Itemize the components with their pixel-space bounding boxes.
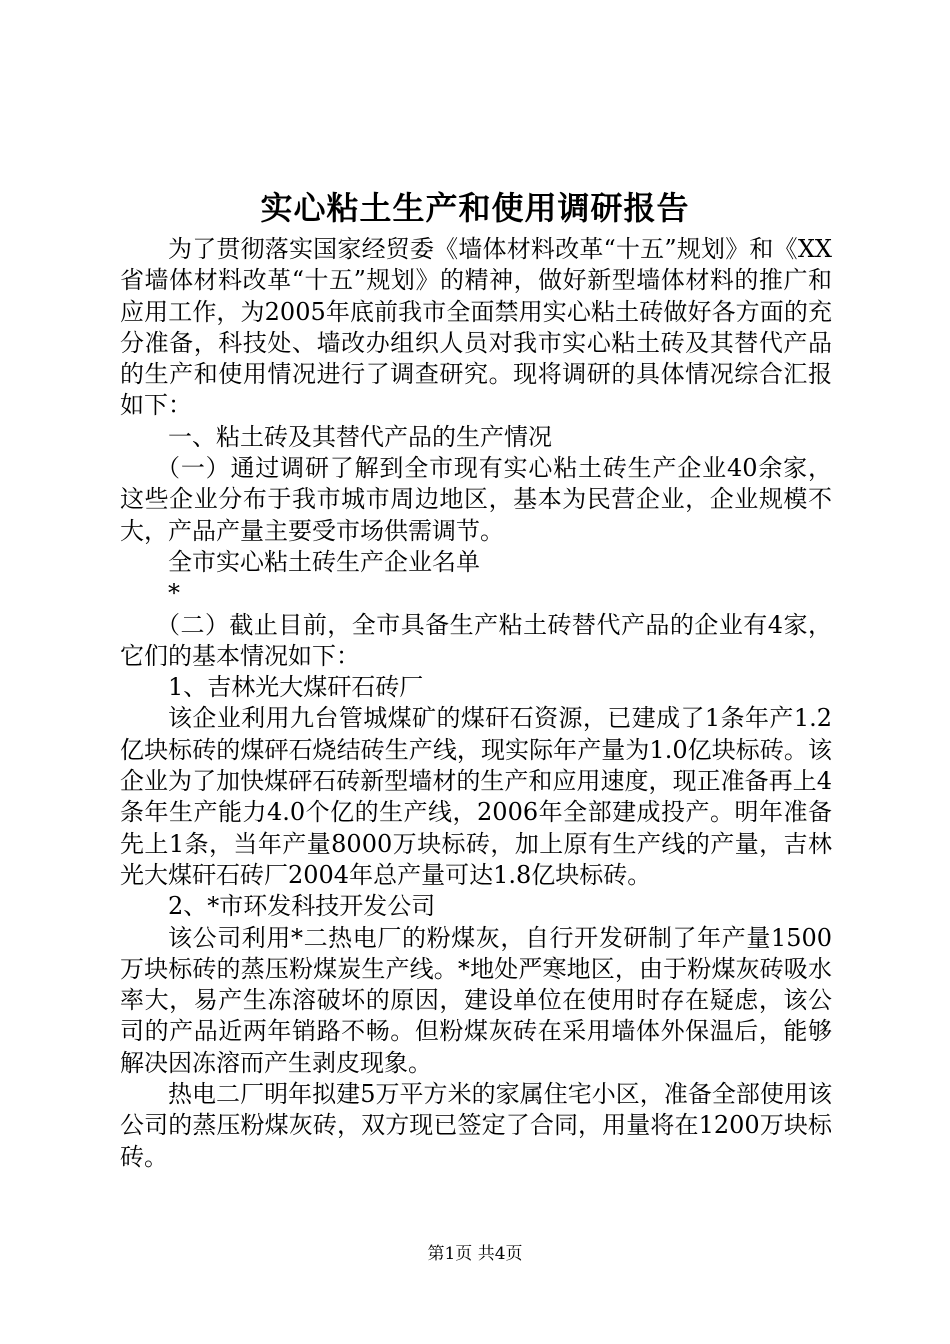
paragraph-item-1: 该企业利用九台管城煤矿的煤矸石资源，已建成了1条年产1.2亿块标砖的煤砰石烧结砖生产线，现实际年产量为1.0亿块标砖。该企业为了加快煤砰石砖新型墙材的生产和应用速度，现正准备再上4条年生产能力4.0个亿的生产线，2006年全部建成投产。明年准备先上1条，当年产量8000万块标砖，加上原有生产线的产量，吉林光大煤矸石砖厂2004年总产量可达1.8亿块标砖。 — [120, 704, 832, 889]
placeholder-asterisk: * — [168, 579, 180, 608]
item-heading-1: 1、吉林光大煤矸石砖厂 — [168, 673, 424, 702]
page-number-footer: 第1页 共4页 — [427, 1244, 523, 1264]
document-body — [120, 234, 832, 1173]
paragraph-subsection-2: （二）截止目前，全市具备生产粘土砖替代产品的企业有4家，它们的基本情况如下： — [120, 610, 832, 670]
paragraph-item-2-followup: 热电二厂明年拟建5万平方米的家属住宅小区，准备全部使用该公司的蒸压粉煤灰砖，双方现已签定了合同，用量将在1200万块标砖。 — [120, 1080, 832, 1171]
item-heading-2: 2、*市环发科技开发公司 — [168, 892, 436, 921]
paragraph-subsection-1: （一）通过调研了解到全市现有实心粘土砖生产企业40余家，这些企业分布于我市城市周边地区，基本为民营企业，企业规模不大，产品产量主要受市场供需调节。 — [120, 454, 832, 545]
paragraph-item-2: 该公司利用*二热电厂的粉煤灰，自行开发研制了年产量1500万块标砖的蒸压粉煤炭生产线。*地处严寒地区，由于粉煤灰砖吸水率大，易产生冻溶破坏的原因，建设单位在使用时存在疑虑，该公司的产品近两年销路不畅。但粉煤灰砖在采用墙体外保温后，能够解决因冻溶而产生剥皮现象。 — [120, 923, 832, 1077]
paragraph-intro: 为了贯彻落实国家经贸委《墙体材料改革“十五”规划》和《XX省墙体材料改革“十五”规划》的精神，做好新型墙体材料的推广和应用工作，为2005年底前我市全面禁用实心粘土砖做好各方面的充分准备，科技处、墙改办组织人员对我市实心粘土砖及其替代产品的生产和使用情况进行了调查研究。现将调研的具体情况综合汇报如下： — [120, 235, 832, 420]
document-title: 实心粘土生产和使用调研报告 — [260, 189, 690, 227]
section-heading-1: 一、粘土砖及其替代产品的生产情况 — [168, 422, 552, 451]
list-caption: 全市实心粘土砖生产企业名单 — [168, 547, 480, 576]
